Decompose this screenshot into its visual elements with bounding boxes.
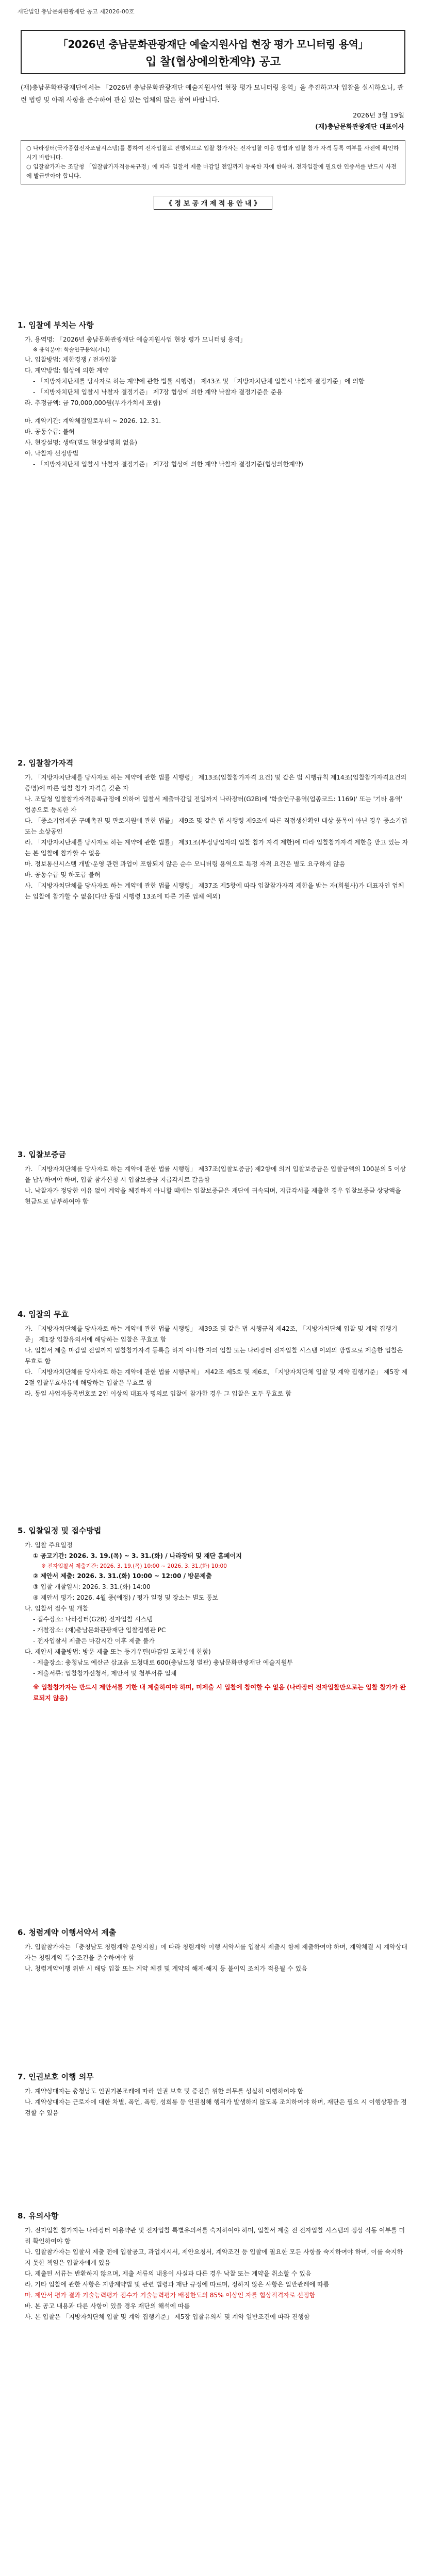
line: 가. 「지방자치단체를 당사자로 하는 계약에 관한 법률 시행령」 제37조(입찰보증금) 제2항에 의거 입찰보증금은 입찰금액의 100분의 5 이상을 납부하여야 하며, 입찰 참가신청 시 입찰보증금 지급각서로 갈음함 xyxy=(25,1165,406,1183)
line: 마. 제안서 평가 결과 기술능력평가 점수가 기술능력평가 배점한도의 85% 이상인 자를 협상적격자로 선정함 xyxy=(25,2292,316,2299)
section-1 xyxy=(18,319,408,470)
line: 가. 「지방자치단체를 당사자로 하는 계약에 관한 법률 시행령」 제39조 및 같은 법 시행규칙 제42조, 「지방자치단체 입찰 및 계약 집행기준」 제1장 입찰유의서에 해당하는 입찰은 무효로 함 xyxy=(25,1325,398,1343)
line: 가. 입찰 주요일정 xyxy=(25,1541,73,1549)
notice-line: ○ 입찰참가자는 조달청 「입찰참가자격등록규정」에 따라 입찰서 제출 마감일 전일까지 등록한 자에 한하며, 전자입찰에 필요한 인증서를 반드시 사전에 발급받아야 합니다. xyxy=(26,163,397,179)
line: 라. 기타 입찰에 관한 사항은 지방계약법 및 관련 법령과 재단 규정에 따르며, 정하지 않은 사항은 일반관례에 따름 xyxy=(25,2281,330,2288)
section-heading: 1. 입찰에 부치는 사항 xyxy=(18,320,94,330)
line: - 「지방자치단체 입찰시 낙찰자 결정기준」 제7장 협상에 의한 계약 낙찰자 결정기준(협상의한계약) xyxy=(33,461,303,468)
line: 다. 「중소기업제품 구매촉진 및 판로지원에 관한 법률」 제9조 및 같은 법 시행령 제9조에 따른 직접생산확인 대상 품목이 아닌 경우 중소기업 또는 소상공인 xyxy=(25,817,407,835)
line: 가. 용역명: 「2026년 충남문화관광재단 예술지원사업 현장 평가 모니터링 용역」 xyxy=(25,336,247,343)
line: ② 제안서 제출: 2026. 3. 31.(화) 10:00 ~ 12:00 / 방문제출 xyxy=(33,1572,212,1580)
line: 바. 본 공고 내용과 다른 사항이 있을 경우 재단의 해석에 따름 xyxy=(25,2302,190,2310)
line: 바. 공동수급: 불허 xyxy=(25,428,75,435)
line: 마. 정보통신시스템 개발·운영 관련 과업이 포함되지 않은 순수 모니터링 용역으로 특정 자격 요건은 별도 요구하지 않음 xyxy=(25,860,346,868)
line: ④ 제안서 평가: 2026. 4월 중(예정) / 평가 일정 및 장소는 별도 통보 xyxy=(33,1594,219,1601)
line: 나. 입찰서 접수 및 개찰 xyxy=(25,1605,89,1612)
section-heading: 7. 인권보호 이행 의무 xyxy=(18,2072,94,2081)
line: 라. 추정금액: 금 70,000,000원(부가가치세 포함) xyxy=(25,399,161,406)
section-2 xyxy=(18,757,408,902)
line: 가. 「지방자치단체를 당사자로 하는 계약에 관한 법률 시행령」 제13조(입찰참가자격 요건) 및 같은 법 시행규칙 제14조(입찰참가자격요건의 증명)에 따른 입찰 참가 자격을 갖춘 자 xyxy=(25,774,407,792)
section-box-title: 《 정 보 공 개 제 적 용 안 내 》 xyxy=(154,196,272,210)
line: 다. 제출된 서류는 반환하지 않으며, 제출 서류의 내용이 사실과 다른 경우 낙찰 또는 계약을 취소할 수 있음 xyxy=(25,2270,312,2277)
line: 나. 낙찰자가 정당한 이유 없이 계약을 체결하지 아니할 때에는 입찰보증금은 재단에 귀속되며, 지급각서를 제출한 경우 입찰보증금 상당액을 현금으로 납부하여야 함 xyxy=(25,1187,401,1205)
line: 나. 청렴계약이행 위반 시 해당 입찰 또는 계약 체결 및 계약의 해제·해지 등 불이익 조치가 적용될 수 있음 xyxy=(25,1965,307,1972)
section-heading: 8. 유의사항 xyxy=(18,2211,59,2221)
line: - 제출서류: 입찰참가신청서, 제안서 및 첨부서류 일체 xyxy=(33,1670,177,1677)
section-heading: 4. 입찰의 무효 xyxy=(18,1310,69,1319)
line: 바. 공동수급 및 하도급 불허 xyxy=(25,871,101,878)
line: - 제출장소: 충청남도 예산군 삽교읍 도청대로 600(충남도청 별관) 충남문화관광재단 예술지원부 xyxy=(33,1659,293,1666)
section-7 xyxy=(18,2071,408,2119)
line: 나. 입찰참가자는 입찰서 제출 전에 입찰공고, 과업지시서, 제안요청서, 계약조건 등 입찰에 필요한 모든 사항을 숙지하여야 하며, 이를 숙지하지 못한 책임은 입찰자에게 있음 xyxy=(25,2248,403,2266)
line: - 전자입찰서 제출은 마감시간 이후 제출 불가 xyxy=(33,1637,155,1645)
issuer: (재)충남문화관광재단 대표이사 xyxy=(315,123,404,130)
line: 사. 현장설명: 생략(별도 현장설명회 없음) xyxy=(25,439,137,446)
line: 라. 「지방자치단체를 당사자로 하는 계약에 관한 법률」 제31조(부정당업자의 입찰 참가 자격 제한)에 따라 입찰참가자격 제한을 받고 있는 자는 본 입찰에 참가할 수 없음 xyxy=(25,839,408,857)
line: - 접수장소: 나라장터(G2B) 전자입찰 시스템 xyxy=(33,1616,153,1623)
line: ※ 용역분야: 학술연구용역(기타) xyxy=(33,347,110,353)
section-8 xyxy=(18,2210,408,2323)
line: 라. 동일 사업자등록번호로 2인 이상의 대표자 명의로 입찰에 참가한 경우 그 입찰은 모두 무효로 함 xyxy=(25,1390,291,1397)
title-line-1: 「2026년 충남문화관광재단 예술지원사업 현장 평가 모니터링 용역」 xyxy=(58,38,368,50)
line: 사. 본 입찰은 「지방자치단체 입찰 및 계약 집행기준」 제5장 입찰유의서 및 계약 일반조건에 따라 진행함 xyxy=(25,2313,310,2320)
line: - 「지방자치단체를 당사자로 하는 계약에 관한 법률 시행령」 제43조 및 「지방자치단체 입찰시 낙찰자 결정기준」에 의함 xyxy=(33,378,365,385)
doc-number: 재단법인 충남문화관광재단 공고 제2026-00호 xyxy=(18,8,135,15)
line: 사. 「지방자치단체를 당사자로 하는 계약에 관한 법률 시행령」 제37조 제5항에 따라 입찰참가자격 제한을 받는 자(회원사)가 대표자인 업체는 입찰에 참가할 수 없음(다만 동법 시행령 13조에 따른 기존 업체 예외) xyxy=(25,882,404,900)
line: 나. 입찰서 제출 마감일 전일까지 입찰참가자격 등록을 하지 아니한 자의 입찰 또는 나라장터 전자입찰 시스템 이외의 방법으로 제출한 입찰은 무효로 함 xyxy=(25,1347,403,1365)
section-5 xyxy=(18,1525,408,1704)
line: 다. 계약방법: 협상에 의한 계약 xyxy=(25,367,109,374)
line: 가. 전자입찰 참가자는 나라장터 이용약관 및 전자입찰 특별유의서를 숙지하여야 하며, 입찰서 제출 전 전자입찰 시스템의 정상 작동 여부를 미리 확인하여야 함 xyxy=(25,2227,405,2245)
section-3 xyxy=(18,1149,408,1207)
line: 나. 입찰방법: 제한경쟁 / 전자입찰 xyxy=(25,356,117,363)
notice-line: ○ 나라장터(국가종합전자조달시스템)를 통하여 전자입찰로 진행되므로 입찰 참가자는 전자입찰 이용 방법과 입찰 참가 자격 등록 여부를 사전에 확인하시기 바랍니다. xyxy=(26,145,399,161)
line: 나. 계약상대자는 근로자에 대한 차별, 폭언, 폭행, 성희롱 등 인권침해 행위가 발생하지 않도록 조치하여야 하며, 재단은 필요 시 이행상황을 점검할 수 있음 xyxy=(25,2098,407,2116)
line: 다. 제안서 제출방법: 방문 제출 또는 등기우편(마감일 도착분에 한함) xyxy=(25,1648,211,1655)
section-heading: 3. 입찰보증금 xyxy=(18,1150,66,1159)
notice-box xyxy=(21,140,405,184)
line: 가. 계약상대자는 충청남도 인권기본조례에 따라 인권 보호 및 증진을 위한 의무를 성실히 이행하여야 함 xyxy=(25,2088,304,2095)
title-line-2: 입 찰(협상에의한계약) 공고 xyxy=(145,56,281,69)
line: 아. 낙찰자 선정방법 xyxy=(25,450,79,457)
section-heading: 6. 청렴계약 이행서약서 제출 xyxy=(18,1928,117,1937)
line: ※ 전자입찰서 제출기간: 2026. 3. 19.(목) 10:00 ~ 2026. 3. 31.(화) 10:00 xyxy=(41,1563,227,1569)
title-box xyxy=(21,30,405,74)
line: ① 공고기간: 2026. 3. 19.(목) ~ 3. 31.(화) / 나라장터 및 재단 홈페이지 xyxy=(33,1552,242,1560)
line: 다. 「지방자치단체를 당사자로 하는 계약에 관한 법률 시행규칙」 제42조 제5호 및 제6호, 「지방자치단체 입찰 및 계약 집행기준」 제5장 제2절 입찰무효사유에 해당하는 입찰은 무효로 함 xyxy=(25,1368,408,1386)
line: 나. 조달청 입찰참가자격등록규정에 의하여 입찰서 제출마감일 전일까지 나라장터(G2B)에 '학술연구용역(업종코드: 1169)' 또는 '기타 용역' 업종으로 등록한 자 xyxy=(25,795,403,814)
section-heading: 5. 입찰일정 및 접수방법 xyxy=(18,1526,102,1535)
section-heading: 2. 입찰참가자격 xyxy=(18,758,74,768)
line: - 「지방자치단체 입찰시 낙찰자 결정기준」 제7장 협상에 의한 계약 낙찰자 결정기준을 준용 xyxy=(33,388,283,396)
line: 가. 입찰참가자는 「충청남도 청렴계약 운영지침」에 따라 청렴계약 이행 서약서를 입찰서 제출시 함께 제출하여야 하며, 계약체결 시 계약상대자는 청렴계약 특수조건을 준수하여야 함 xyxy=(25,1943,407,1961)
announce-date: 2026년 3월 19일 xyxy=(353,111,404,119)
section-4 xyxy=(18,1309,408,1399)
section-6 xyxy=(18,1927,408,1974)
intro-text: (재)충남문화관광재단에서는 「2026년 충남문화관광재단 예술지원사업 현장 평가 모니터링 용역」을 추진하고자 입찰을 실시하오니, 관련 법령 및 아래 사항을 준수하여 관심 있는 업체의 많은 참여 바랍니다. xyxy=(21,83,404,104)
line: 마. 계약기간: 계약체결일로부터 ~ 2026. 12. 31. xyxy=(25,417,161,425)
line: - 개찰장소: (재)충남문화관광재단 입찰집행관 PC xyxy=(33,1626,166,1634)
warning-line: ※ 입찰참가자는 반드시 제안서를 기한 내 제출하여야 하며, 미제출 시 입찰에 참여할 수 없음 (나라장터 전자입찰만으로는 입찰 참가가 완료되지 않음) xyxy=(33,1684,406,1702)
line: ③ 입찰 개찰일시: 2026. 3. 31.(화) 14:00 xyxy=(33,1583,151,1590)
